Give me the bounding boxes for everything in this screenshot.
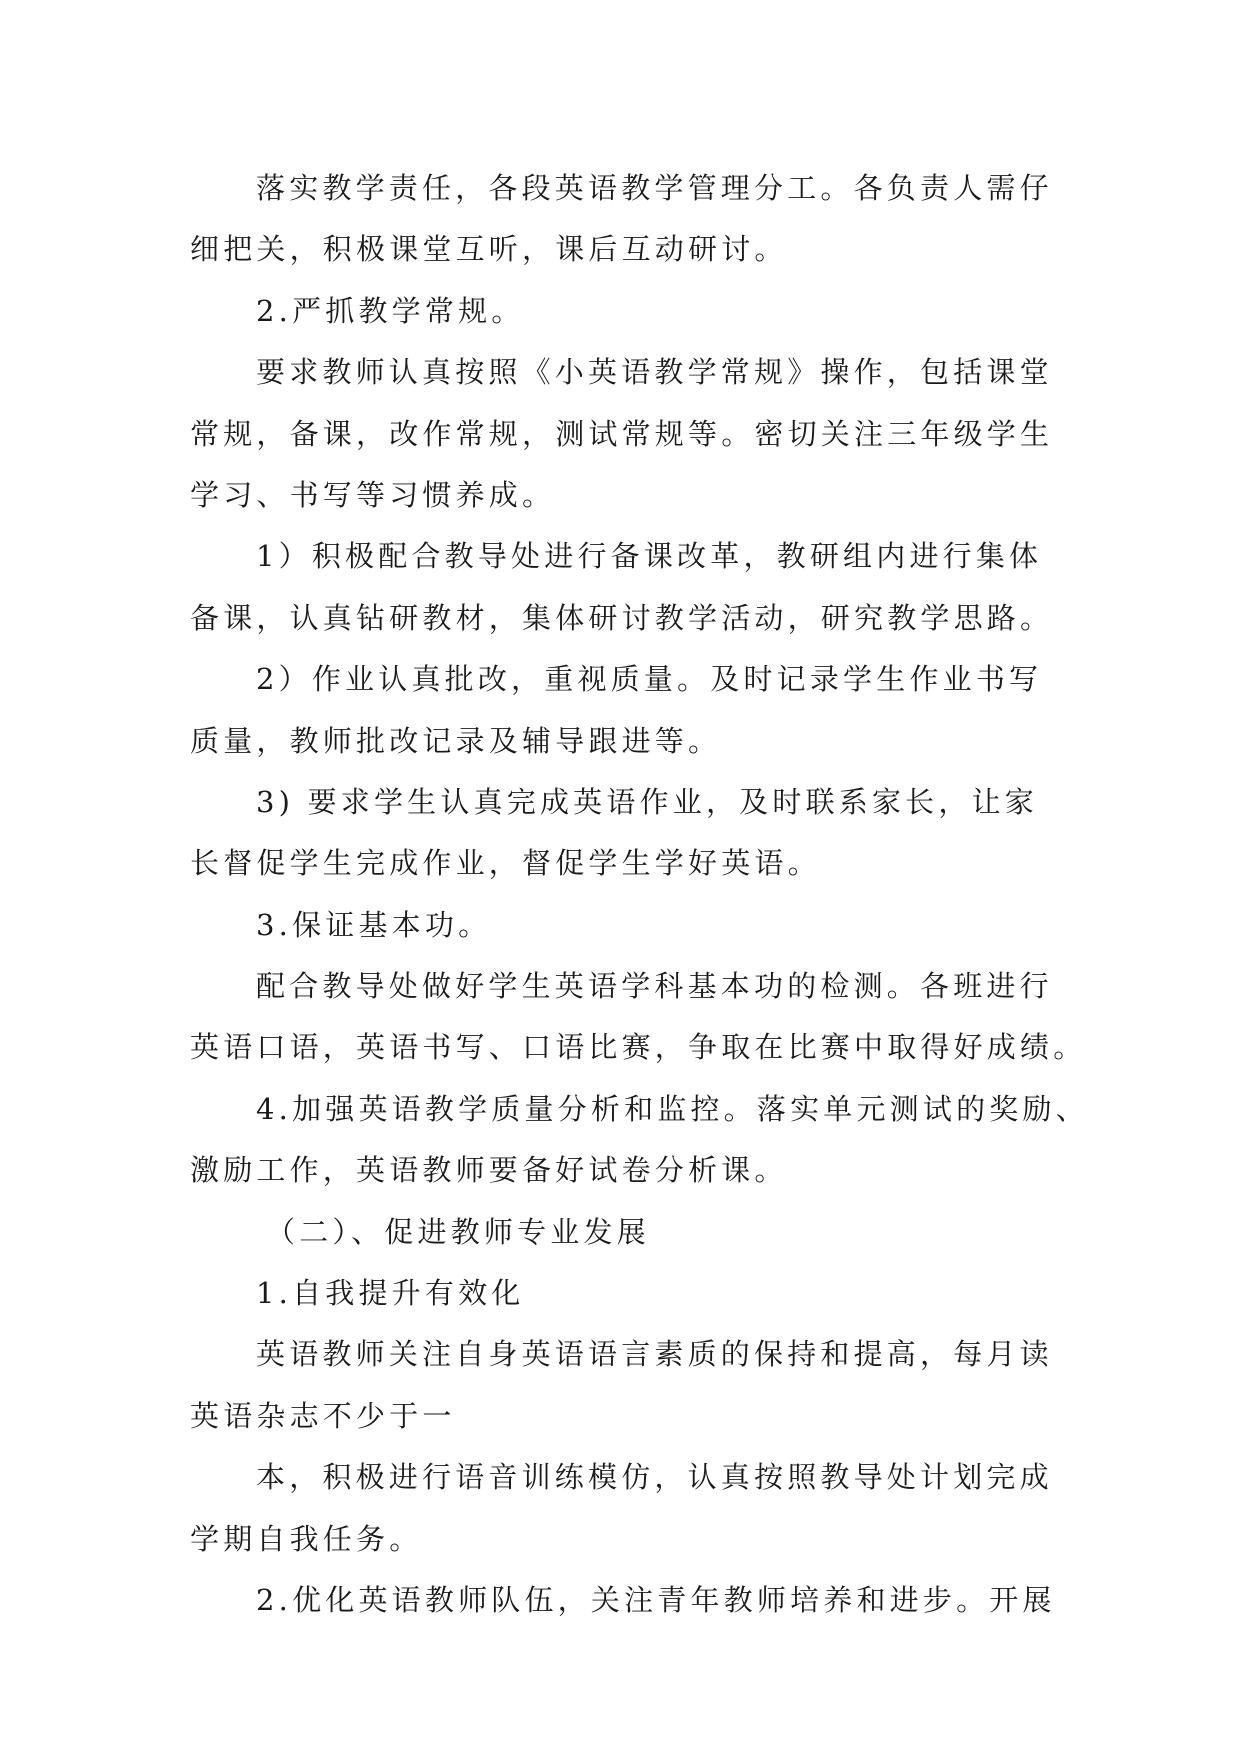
text-line: 英语杂志不少于一 (190, 1398, 456, 1433)
text-line: 细把关，积极课堂互听，课后互动研讨。 (190, 232, 788, 267)
text-line: 英语教师关注自身英语语言素质的保持和提高，每月读 (256, 1337, 1053, 1372)
text-line: 1）积极配合教导处进行备课改革，教研组内进行集体 (256, 539, 1043, 574)
text-line: 学期自我任务。 (190, 1521, 423, 1556)
text-line: 3) 要求学生认真完成英语作业，及时联系家长，让家 (256, 784, 1038, 819)
text-line: 2.严抓教学常规。 (256, 293, 525, 328)
body-text (190, 158, 1089, 1631)
text-line: 英语口语，英语书写、口语比赛，争取在比赛中取得好成绩。 (190, 1030, 1087, 1065)
text-line: 本，积极进行语音训练模仿，认真按照教导处计划完成 (256, 1460, 1053, 1495)
text-line: 学习、书写等习惯养成。 (190, 477, 556, 512)
text-line: 3.保证基本功。 (256, 907, 492, 942)
text-line: 长督促学生完成作业，督促学生学好英语。 (190, 846, 821, 881)
text-line: 落实教学责任，各段英语教学管理分工。各负责人需仔 (256, 171, 1053, 205)
text-line: 常规，备课，改作常规，测试常规等。密切关注三年级学生 (190, 416, 1054, 451)
text-line: 要求教师认真按照《小英语教学常规》操作，包括课堂 (256, 355, 1053, 390)
text-line: （二）、促进教师专业发展 (266, 1214, 650, 1249)
text-line: 备课，认真钻研教材，集体研讨教学活动，研究教学思路。 (190, 600, 1054, 635)
text-line: 4.加强英语教学质量分析和监控。落实单元测试的奖励、 (256, 1091, 1089, 1126)
text-line: 2）作业认真批改，重视质量。及时记录学生作业书写 (256, 662, 1043, 697)
text-line: 激励工作，英语教师要备好试卷分析课。 (190, 1153, 788, 1188)
text-line: 质量，教师批改记录及辅导跟进等。 (190, 723, 722, 758)
text-line: 1.自我提升有效化 (256, 1276, 525, 1311)
text-line: 配合教导处做好学生英语学科基本功的检测。各班进行 (256, 969, 1053, 1004)
text-line: 2.优化英语教师队伍，关注青年教师培养和进步。开展 (256, 1582, 1056, 1617)
